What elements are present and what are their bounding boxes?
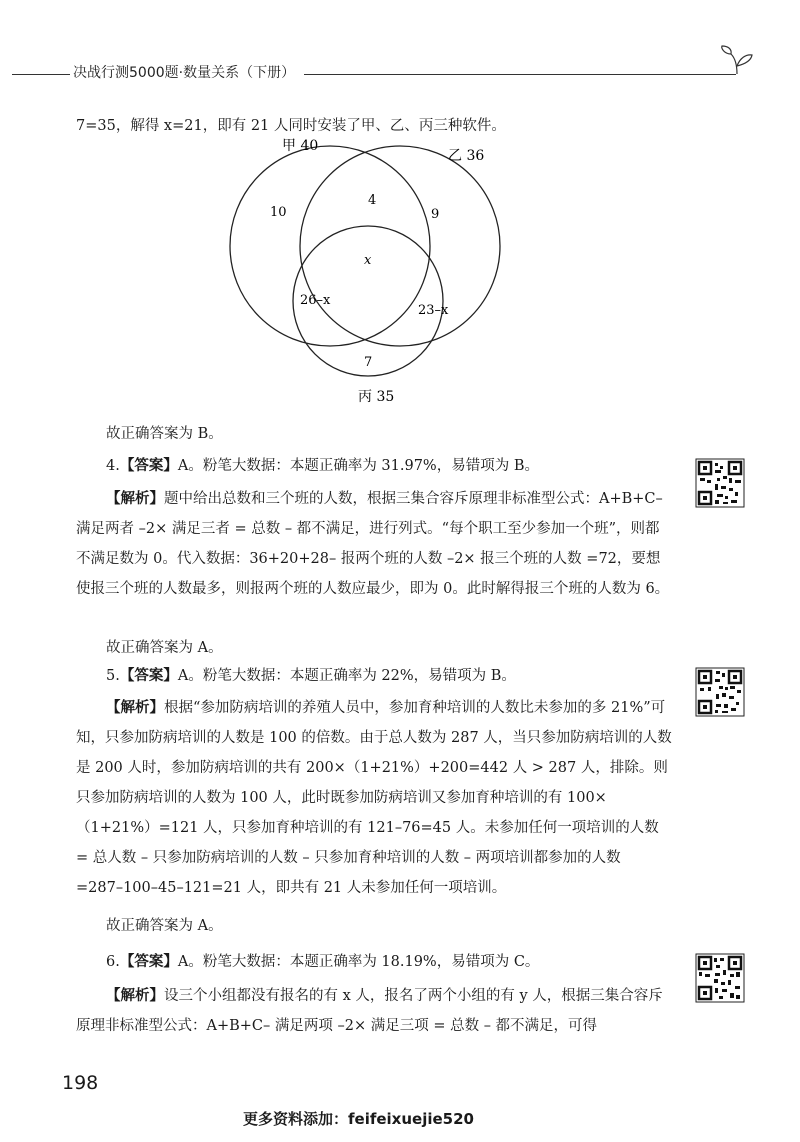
q4-qr-code[interactable] — [695, 458, 745, 508]
q6-answer-tag: 【答案】 — [119, 953, 178, 970]
leaf-icon — [718, 44, 758, 76]
page-number: 198 — [62, 1072, 99, 1094]
q6-answer — [76, 947, 672, 977]
q6-analysis-text: 设三个小组都没有报名的有 x 人，报名了两个小组的有 y 人，根据三集合容斥原理非标准型公式：A+B+C– 满足两项 –2× 满足三项 = 总数 – 都不满足，可得 — [76, 988, 663, 1034]
q4-analysis-text: 题中给出总数和三个班的人数，根据三集合容斥原理非标准型公式：A+B+C– 满足两者 –2× 满足三者 = 总数 – 都不满足，进行列式。“每个职工至少参加一个班”，则都不满足数为 0。代入数据：36+20+28– 报两个班的人数 –2× 报三个班的人数 =72，要想使报三个班的人数最多，则报两个班的人数应最少，即为 0。此时解得报三个班的人数为 6。 — [76, 491, 670, 597]
intro-text: 7=35，解得 x=21，即有 21 人同时安装了甲、乙、丙三种软件。 — [76, 118, 506, 134]
q4-number: 4. — [106, 458, 120, 474]
label-region-a-only: 10 — [270, 205, 287, 220]
label-region-bc: 23–x — [418, 303, 449, 318]
venn-diagram — [0, 136, 800, 416]
q4-conclusion: 故正确答案为 A。 — [106, 640, 223, 656]
q6-number: 6. — [106, 954, 120, 970]
footer-note: 更多资料添加：feifeixuejie520 — [243, 1110, 474, 1128]
q6-analysis — [76, 981, 672, 1041]
q6-answer-text: A。粉笔大数据：本题正确率为 18.19%，易错项为 C。 — [177, 954, 540, 970]
label-region-ab: 4 — [368, 193, 377, 208]
header-rule-right — [304, 74, 736, 75]
q4-answer-text: A。粉笔大数据：本题正确率为 31.97%，易错项为 B。 — [177, 458, 539, 474]
label-region-b-only: 9 — [431, 207, 440, 222]
label-region-c-only: 7 — [364, 355, 373, 370]
label-set-a: 甲 40 — [282, 138, 319, 154]
header-rule-left — [12, 74, 70, 75]
q4-analysis-tag: 【解析】 — [106, 490, 164, 507]
q5-answer-text: A。粉笔大数据：本题正确率为 22%，易错项为 B。 — [177, 668, 516, 684]
q5-analysis-tag: 【解析】 — [106, 699, 164, 716]
qr-code-icon — [695, 953, 745, 1003]
q5-analysis-text: 根据“参加防病培训的养殖人员中，参加育种培训的人数比未参加的多 21%”可知，只参加防病培训的人数是 100 的倍数。由于总人数为 287 人，当只参加防病培训的人数是 200 人时，参加防病培训的共有 200×（1+21%）+200=442 人 > 287 人，排除。则只参加防病培训的人数为 100 人，此时既参加防病培训又参加育种培训的有 100×（1+21%）=121 人，只参加育种培训的有 121–76=45 人。未参加任何一项培训的人数 = 总人数 – 只参加防病培训的人数 – 只参加育种培训的人数 – 两项培训都参加的人数 =287–100–45–121=21 人，即共有 21 人未参加任何一项培训。 — [76, 700, 672, 896]
q5-conclusion: 故正确答案为 A。 — [106, 918, 223, 934]
q6-analysis-tag: 【解析】 — [106, 987, 164, 1004]
running-header-title: 决战行测5000题·数量关系（下册） — [73, 65, 296, 81]
label-set-b: 乙 36 — [448, 148, 485, 164]
q4-analysis — [76, 484, 672, 604]
q3-conclusion: 故正确答案为 B。 — [106, 426, 223, 442]
q4-answer — [76, 451, 672, 481]
qr-code-icon — [695, 458, 745, 508]
qr-code-icon — [695, 667, 745, 717]
circle-yi — [300, 146, 500, 346]
label-region-abc: x — [364, 253, 372, 268]
q5-number: 5. — [106, 668, 120, 684]
q5-analysis — [76, 693, 672, 903]
q6-qr-code[interactable] — [695, 953, 745, 1003]
q5-qr-code[interactable] — [695, 667, 745, 717]
circle-jia — [230, 146, 430, 346]
label-region-ac: 26–x — [300, 293, 331, 308]
label-set-c: 丙 35 — [358, 389, 395, 405]
q5-answer — [76, 661, 672, 691]
q4-answer-tag: 【答案】 — [119, 457, 178, 474]
q5-answer-tag: 【答案】 — [119, 667, 178, 684]
